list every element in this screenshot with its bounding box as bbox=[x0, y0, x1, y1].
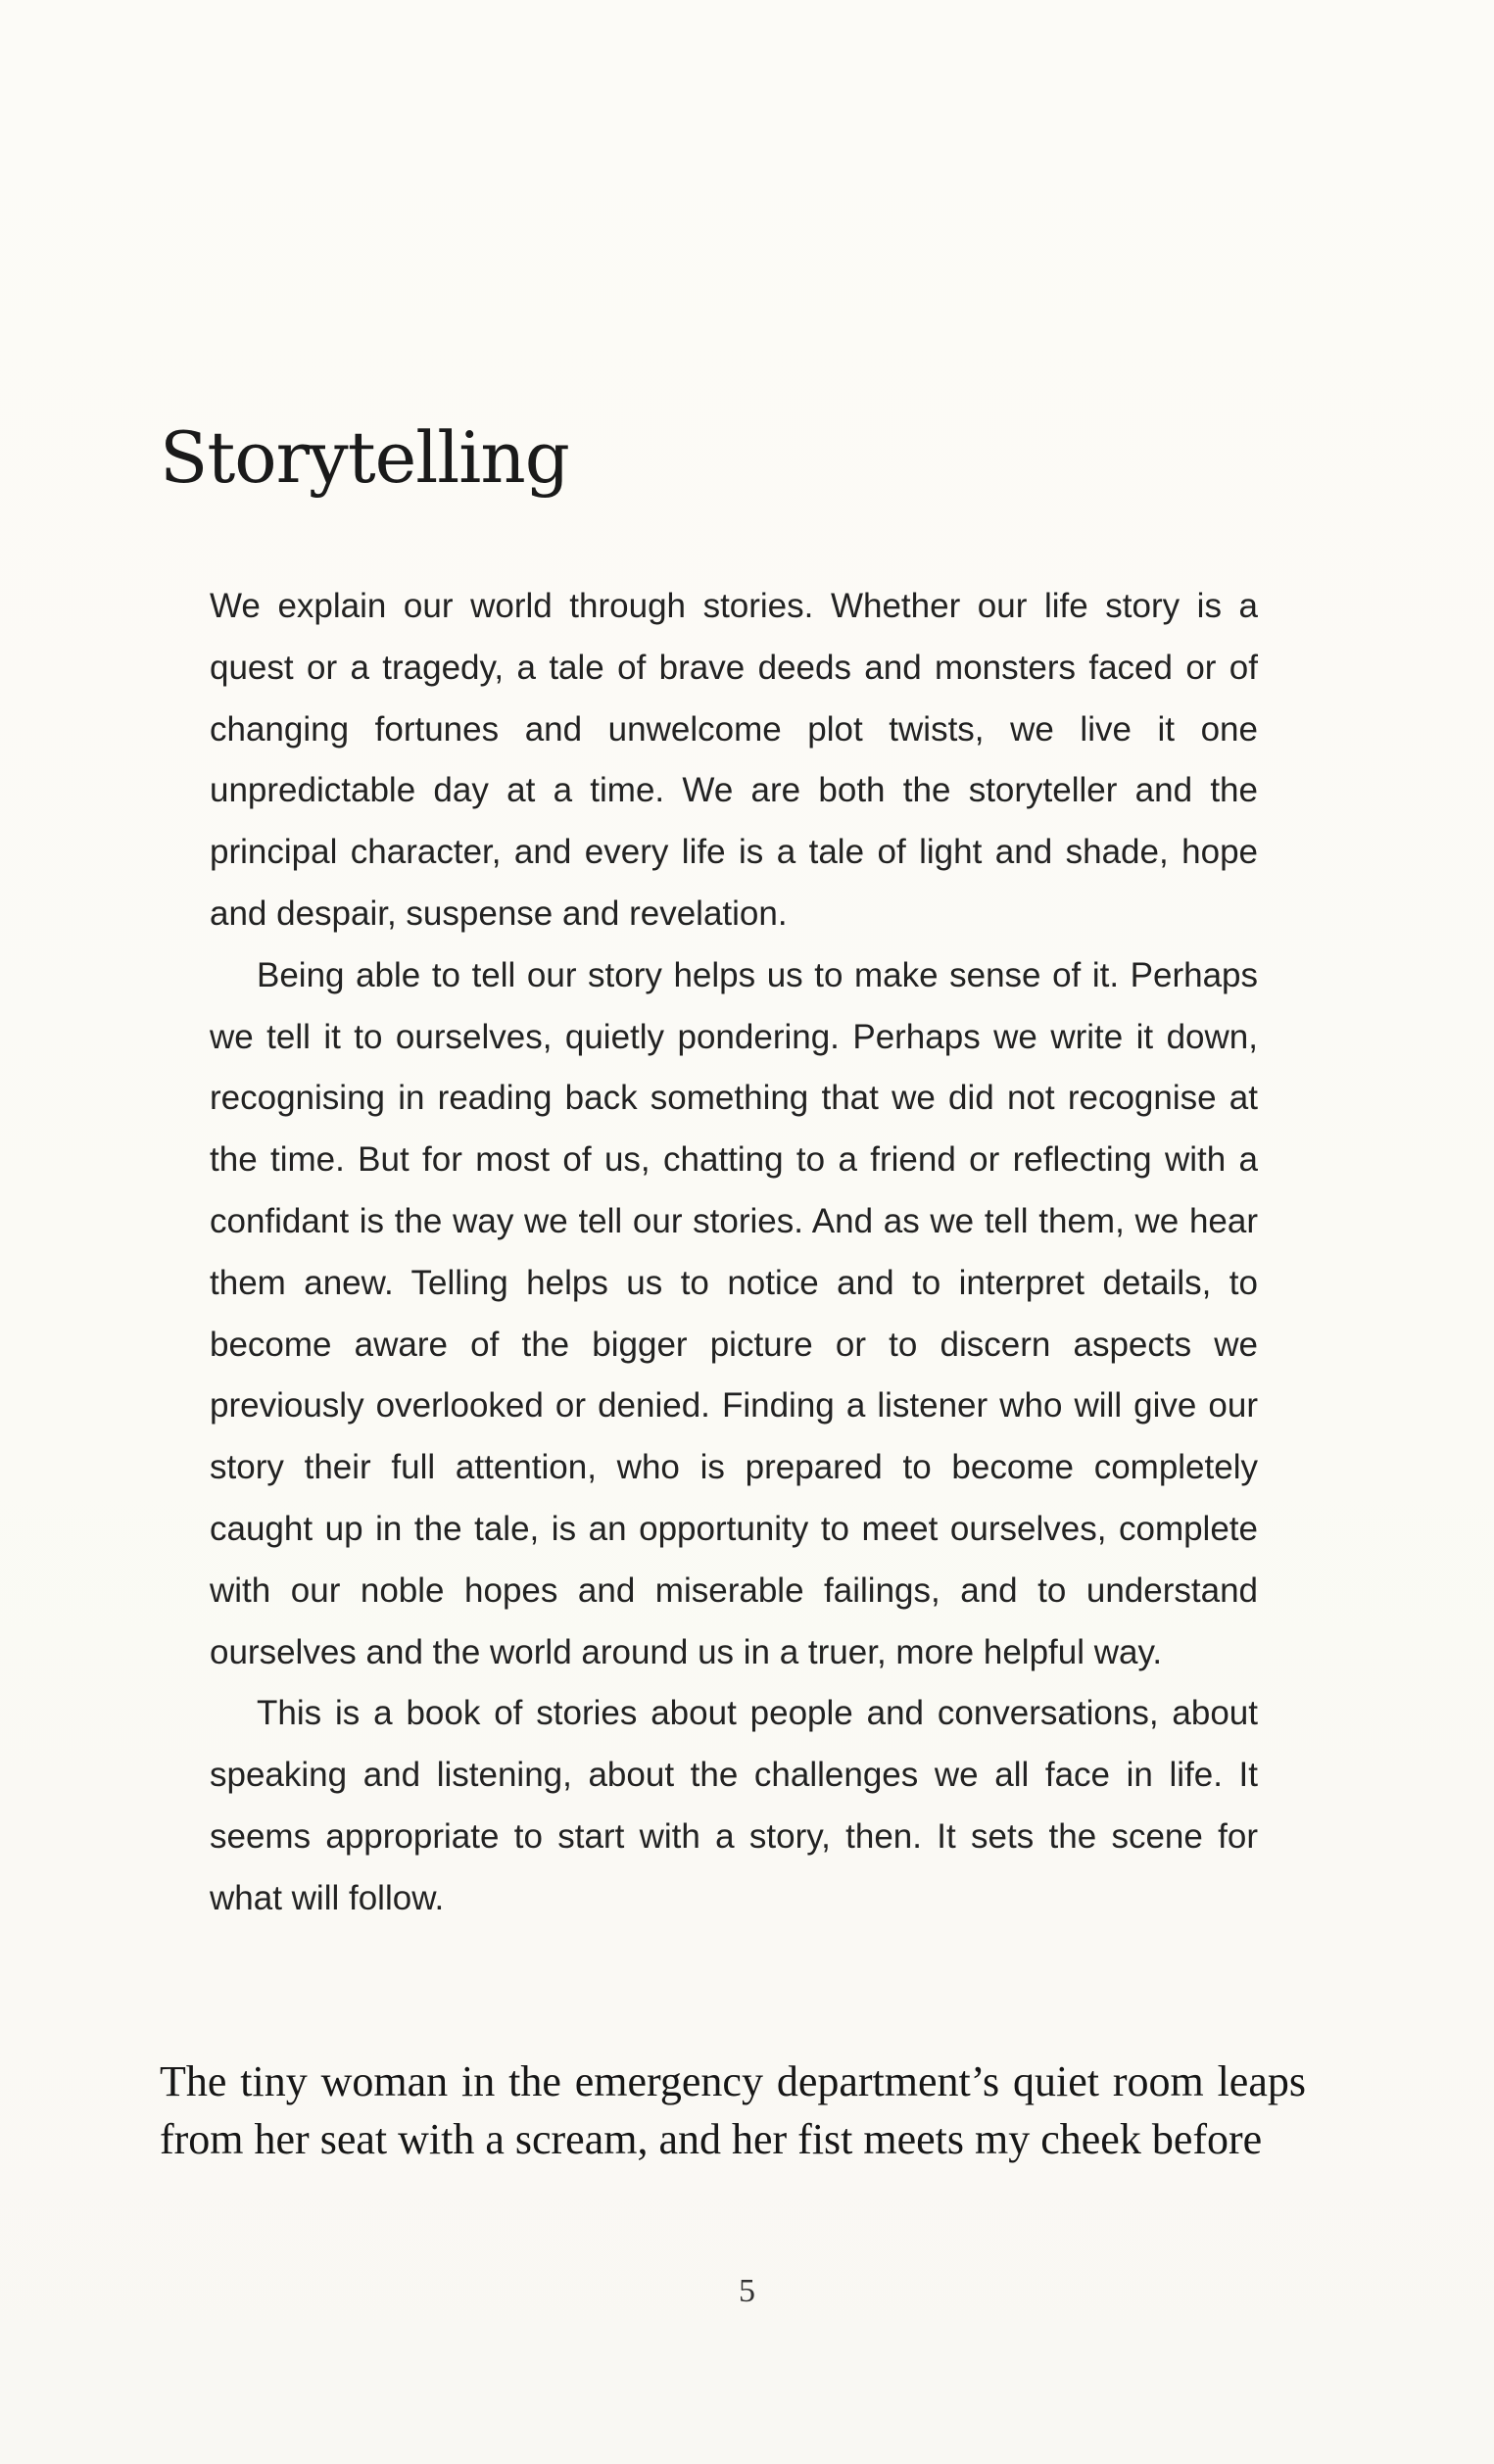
story-opening-paragraph: The tiny woman in the emergency department’s quiet room leaps from her seat with a scream, and her fist meets my cheek before bbox=[160, 2057, 1306, 2163]
page-number: 5 bbox=[739, 2273, 755, 2309]
intro-paragraph: This is a book of stories about people and conversations, about speaking and listening, about the challenges we all face in life. It seems appropriate to start with a story, then. It sets the scene for what will follow. bbox=[210, 1694, 1258, 1917]
intro-section bbox=[210, 576, 1258, 1930]
intro-paragraph: We explain our world through stories. Whether our life story is a quest or a tragedy, a tale of brave deeds and monsters faced or of changing fortunes and unwelcome plot twists, we live it one unpredictable day at a time. We are both the storyteller and the principal character, and every life is a tale of light and shade, hope and despair, suspense and revelation. bbox=[210, 587, 1258, 933]
chapter-title: Storytelling bbox=[160, 416, 569, 499]
intro-paragraph: Being able to tell our story helps us to make sense of it. Perhaps we tell it to ourselves, quietly pondering. Perhaps we write it down, recognising in reading back something that we did not recognise at the time. But for most of us, chatting to a friend or reflecting with a confidant is the way we tell our stories. And as we tell them, we hear them anew. Telling helps us to notice and to interpret details, to become aware of the bigger picture or to discern aspects we previously overlooked or denied. Finding a listener who will give our story their full attention, who is prepared to become completely caught up in the tale, is an opportunity to meet ourselves, complete with our noble hopes and miserable failings, and to understand ourselves and the world around us in a truer, more helpful way. bbox=[210, 955, 1258, 1671]
